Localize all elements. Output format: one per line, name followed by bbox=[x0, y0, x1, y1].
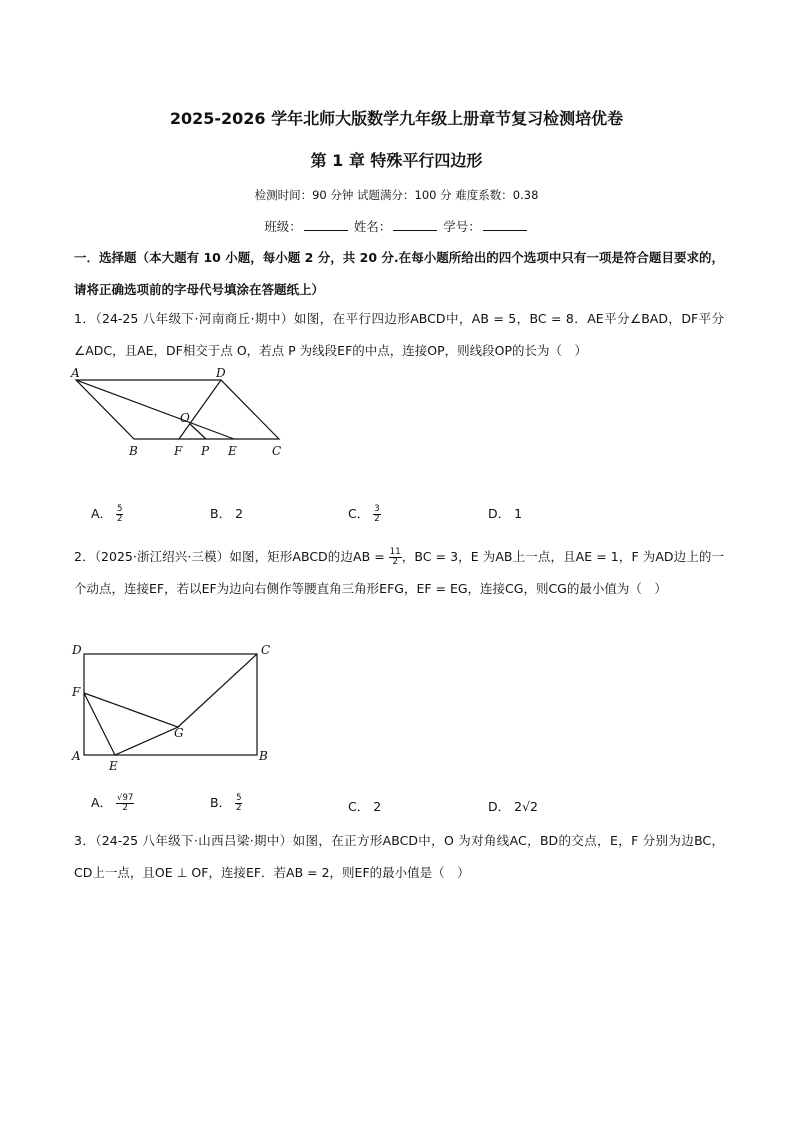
exam-meta: 检测时间：90 分钟 试题满分：100 分 难度系数：0.38 bbox=[254, 188, 539, 202]
q1-text: 如图，在平行四边形ABCD中，AB = 5，BC = 8．AE平分∠BAD，DF平分∠ADC，且AE，DF相交于点 O，若点 P 为线段EF的中点，连接OP，则线段OP的长为（ ） bbox=[74, 311, 724, 358]
name-blank[interactable] bbox=[393, 218, 437, 231]
q2-triangle-efg bbox=[84, 693, 178, 755]
q1-parallelogram bbox=[76, 380, 279, 439]
q2-option-d[interactable]: D． 2√2 bbox=[488, 799, 538, 814]
paper-title: 2025-2026 学年北师大版数学九年级上册章节复习检测培优卷 bbox=[169, 109, 624, 128]
q2-label-e: E bbox=[109, 759, 118, 773]
q1-label-b: B bbox=[129, 444, 138, 458]
q2-label-a: A bbox=[72, 749, 81, 763]
q1-line-df bbox=[179, 380, 221, 439]
student-info-fields bbox=[0, 217, 793, 235]
q2-text-a: 如图，矩形ABCD的边AB = bbox=[229, 549, 389, 564]
q2-line-cg bbox=[178, 654, 257, 727]
question-3 bbox=[74, 825, 724, 889]
q2-option-b-frac: $\frac{5}{2}$ bbox=[236, 793, 242, 813]
q2-option-a-frac: $\frac{√97}{2}$ bbox=[117, 793, 134, 813]
q1-option-a-frac: $\frac{5}{2}$ bbox=[117, 504, 123, 524]
q1-option-b[interactable]: B． 2 bbox=[210, 506, 244, 521]
q1-source: （24-25 八年级下·河南商丘·期中） bbox=[95, 311, 294, 326]
q1-label-f: F bbox=[174, 444, 183, 458]
q1-label-p: P bbox=[201, 444, 210, 458]
q1-option-d[interactable]: D． 1 bbox=[488, 506, 523, 521]
question-2 bbox=[74, 541, 724, 605]
q2-label-b: B bbox=[259, 749, 268, 763]
q2-ab-fraction: $\frac{11}{2}$ bbox=[389, 547, 401, 567]
id-label: 学号： bbox=[443, 219, 481, 234]
q1-parallelogram-figure bbox=[66, 368, 296, 486]
q2-option-b[interactable]: B． $\frac{5}{2}$ bbox=[210, 793, 242, 813]
chapter-title: 第 1 章 特殊平行四边形 bbox=[310, 151, 483, 170]
q1-option-c-frac: $\frac{3}{2}$ bbox=[374, 504, 380, 524]
q1-label-c: C bbox=[272, 444, 282, 458]
name-label: 姓名： bbox=[353, 219, 392, 234]
q2-rectangle-figure bbox=[66, 640, 276, 776]
question-1 bbox=[74, 303, 724, 367]
q1-line-ae bbox=[76, 380, 234, 439]
q1-label-d: D bbox=[216, 368, 226, 380]
id-blank[interactable] bbox=[483, 218, 527, 231]
q1-label-e: E bbox=[228, 444, 237, 458]
q1-option-c[interactable]: C． $\frac{3}{2}$ bbox=[348, 504, 380, 524]
q3-number: 3． bbox=[74, 833, 96, 848]
q2-label-g: G bbox=[174, 726, 184, 740]
q3-source: （24-25 八年级下·山西吕梁·期中） bbox=[95, 833, 293, 848]
q2-label-d: D bbox=[72, 643, 82, 657]
q2-number: 2． bbox=[74, 549, 95, 564]
q1-label-a: A bbox=[71, 368, 80, 380]
q2-label-f: F bbox=[72, 685, 81, 699]
q2-label-c: C bbox=[261, 643, 271, 657]
q1-label-o: O bbox=[180, 411, 190, 425]
q2-option-a[interactable]: A． $\frac{√97}{2}$ bbox=[91, 793, 134, 813]
q2-source: （2025·浙江绍兴·三模） bbox=[94, 549, 230, 564]
q1-line-op bbox=[190, 424, 206, 439]
q2-text-b: ，BC = 3，E 为AB上一点，且AE = 1，F 为AD边上的一个动点，连接EF，若以EF为边向右侧作等腰直角三角形EFG，EF = EG，连接CG，则CG的最小值为（ ） bbox=[74, 549, 724, 596]
q2-option-c[interactable]: C． 2 bbox=[348, 799, 382, 814]
q1-number: 1． bbox=[74, 311, 96, 326]
section-heading: 一．选择题（本大题有 10 小题，每小题 2 分，共 20 分.在每小题所给出的四个选项中只有一项是符合题目要求的，请将正确选项前的字母代号填涂在答题纸上） bbox=[74, 250, 724, 297]
q3-text: 如图，在正方形ABCD中，O 为对角线AC，BD的交点，E，F 分别为边BC，CD上一点，且OE ⊥ OF，连接EF．若AB = 2，则EF的最小值是（ ） bbox=[74, 833, 725, 880]
class-label: 班级： bbox=[264, 219, 302, 234]
q2-rectangle bbox=[84, 654, 257, 755]
q1-option-a[interactable]: A． $\frac{5}{2}$ bbox=[91, 504, 123, 524]
class-blank[interactable] bbox=[304, 218, 348, 231]
